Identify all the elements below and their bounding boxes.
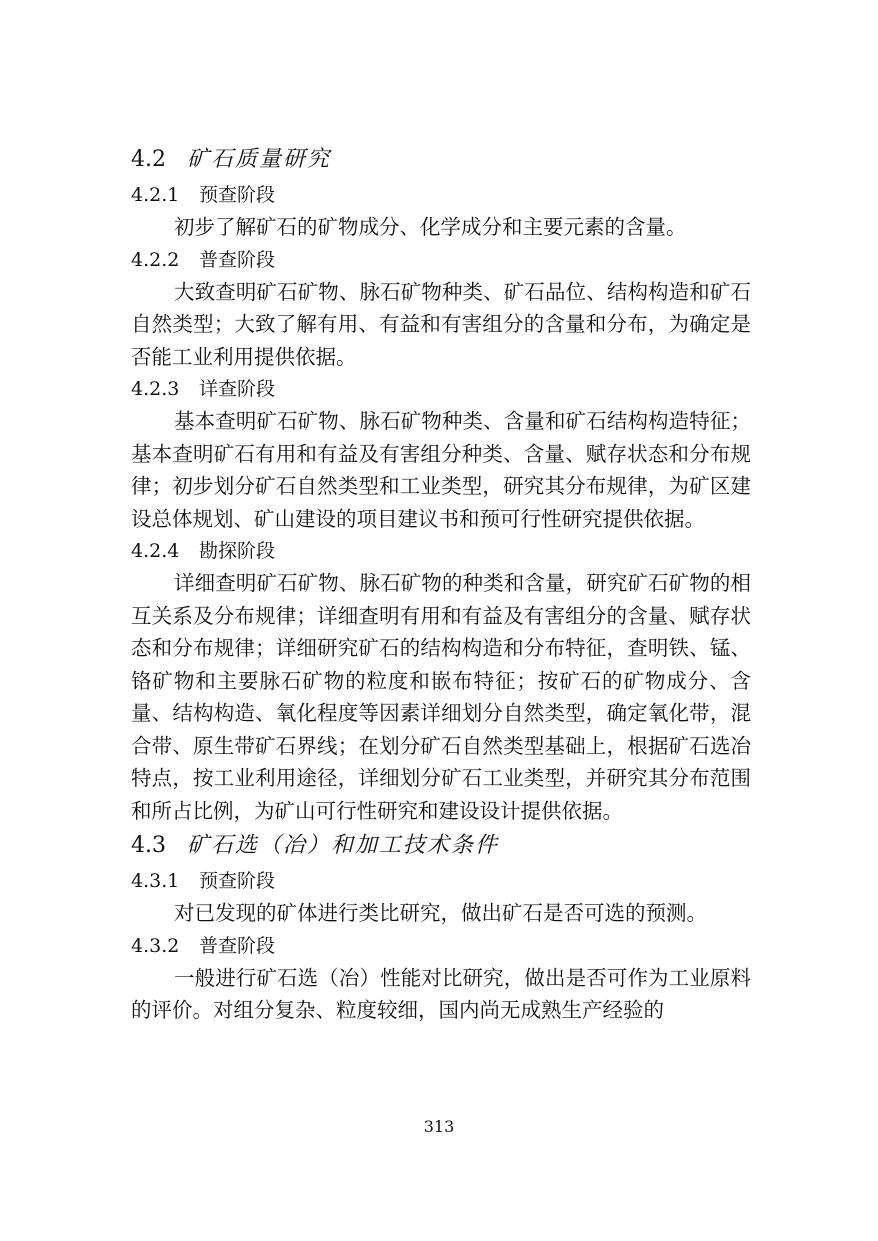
section-number: 4.2 xyxy=(131,147,166,172)
subsection-title: 勘探阶段 xyxy=(199,540,276,562)
paragraph-line: 础上，根据矿石选冶特点，按工业利用途径，详细划分矿石工业 xyxy=(131,733,752,790)
subsection-heading xyxy=(131,930,751,962)
paragraph xyxy=(131,962,751,1027)
paragraph-line: 律，为矿区建设总体规划、矿山建设的项目建议书和预可行性研 xyxy=(131,474,752,531)
paragraph-line: 大致查明矿石矿物、脉石矿物种类、矿石品位、结构构造和 xyxy=(174,279,710,304)
subsection-heading xyxy=(131,244,751,276)
section-number: 4.3 xyxy=(131,833,166,858)
page-number: 313 xyxy=(423,1117,455,1136)
paragraph xyxy=(131,276,751,374)
paragraph-line: 为确定是否能工业利用提供依据。 xyxy=(131,312,752,369)
section-title: 矿石选（冶）和加工技术条件 xyxy=(187,833,500,858)
paragraph-line: 赋存状态和分布规律；详细研究矿石的结构构造和分布特征，查 xyxy=(131,603,752,660)
paragraph-line: 和分布规律；初步划分矿石自然类型和工业类型，研究其分布规 xyxy=(131,441,752,498)
subsection-heading xyxy=(131,535,751,567)
section-heading xyxy=(131,141,751,179)
subsection-heading xyxy=(131,865,751,897)
subsection-heading xyxy=(131,179,751,211)
subsection-number: 4.3.2 xyxy=(131,934,180,957)
paragraph-line: 初步了解矿石的矿物成分、化学成分和主要元素的含量。 xyxy=(174,215,687,239)
paragraph-line: 究提供依据。 xyxy=(582,506,705,531)
paragraph-line: 明铁、锰、铬矿物和主要脉石矿物的粒度和嵌布特征；按矿石的 xyxy=(131,636,752,693)
subsection-title: 预查阶段 xyxy=(199,870,276,892)
paragraph-line: 矿物成分、含量、结构构造、氧化程度等因素详细划分自然类型， xyxy=(131,668,752,725)
subsection-number: 4.3.1 xyxy=(131,870,180,892)
paragraph-line: 一般进行矿石选（冶）性能对比研究，做出是否可作为工业 xyxy=(174,965,710,990)
paragraph-line: 设计提供依据。 xyxy=(479,798,623,823)
subsection-number: 4.2.1 xyxy=(131,184,180,206)
paragraph-line: 确定氧化带，混合带、原生带矿石界线；在划分矿石自然类型基 xyxy=(131,701,752,758)
paragraph-line: 原料的评价。对组分复杂、粒度较细，国内尚无成熟生产经验的 xyxy=(131,965,752,1022)
subsection-title: 普查阶段 xyxy=(199,934,276,957)
subsection-title: 普查阶段 xyxy=(199,248,276,271)
paragraph-line: 详细查明矿石矿物、脉石矿物的种类和含量，研究矿石矿物 xyxy=(174,571,710,595)
subsection-number: 4.2.4 xyxy=(131,540,180,562)
paragraph xyxy=(131,211,751,244)
paragraph xyxy=(131,897,751,930)
paragraph xyxy=(131,567,751,827)
paragraph-line: 的相互关系及分布规律；详细查明有用和有益及有害组分的含量、 xyxy=(131,571,752,628)
paragraph-line: 对已发现的矿体进行类比研究，做出矿石是否可选的预测。 xyxy=(174,901,707,925)
subsection-number: 4.2.3 xyxy=(131,378,180,400)
paragraph-line: 征；基本查明矿石有用和有益及有害组分种类、含量、赋存状态 xyxy=(131,409,752,466)
subsection-title: 详查阶段 xyxy=(199,378,276,400)
paragraph xyxy=(131,405,751,535)
subsection-heading xyxy=(131,373,751,405)
paragraph-line: 类型，并研究其分布范围和所占比例，为矿山可行性研究和建设 xyxy=(131,766,752,823)
section-heading xyxy=(131,827,751,865)
subsection-number: 4.2.2 xyxy=(131,248,180,271)
document-body xyxy=(131,141,751,1027)
subsection-title: 预查阶段 xyxy=(199,184,276,206)
paragraph-line: 矿石自然类型；大致了解有用、有益和有害组分的含量和分布， xyxy=(131,279,752,336)
paragraph-line: 基本查明矿石矿物、脉石矿物种类、含量和矿石结构构造特 xyxy=(174,409,710,433)
section-title: 矿石质量研究 xyxy=(187,147,332,172)
